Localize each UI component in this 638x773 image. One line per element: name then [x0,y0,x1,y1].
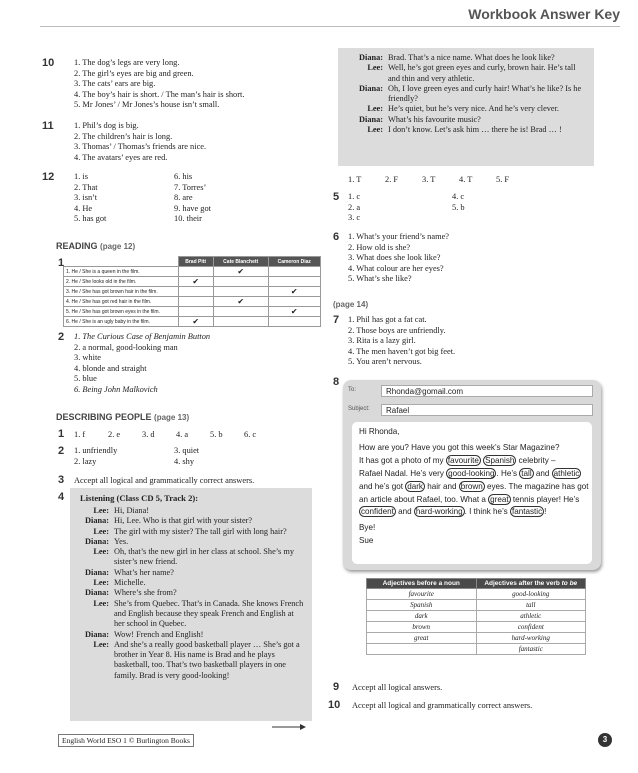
reading-1-table [63,256,321,327]
email-body[interactable] [352,422,592,564]
page-header-title: Workbook Answer Key [468,6,620,22]
exercise-6-number: 6 [333,231,340,243]
exercise-9-text: Accept all logical answers. [352,683,443,692]
table-row [64,297,321,307]
table-cell: 6. He / She is an ugly baby in the film. [64,317,179,327]
describing-4-number: 4 [58,491,65,503]
exercise-12-col1 [74,172,174,225]
line-text: I don’t know. Let’s ask him … there he is! Brad … ! [388,125,562,135]
table-header-blank [64,257,179,267]
circled-adjective: dark [407,481,423,491]
table-row [64,317,321,327]
speaker: Diana: [359,114,383,124]
exercise-7-number: 7 [333,314,340,326]
page-14-ref [333,299,368,309]
line-text: Brad. That’s a nice name. What does he look like? [388,53,555,62]
table-header [476,579,586,589]
exercise-5-col1 [348,192,452,224]
answer: 2. e [108,430,121,439]
text: an article about Rafael, too. What a [359,494,489,504]
table-cell: 2. He / She looks old in the film. [64,277,179,287]
answer: 3. T [422,175,436,184]
adjectives-table [366,578,586,655]
line-text: What’s her name? [114,567,174,577]
text: tennis player! He’s [510,494,580,504]
table-cell: brown [367,622,477,633]
speaker: Lee: [93,639,109,649]
describing-3-text: Accept all logical and grammatically correct answers. [74,476,255,485]
describing-1-answers [74,430,278,439]
list-item: 2. How old is she? [348,242,411,252]
reading-2-list [74,332,210,396]
table-cell: athletic [476,611,586,622]
table-cell: hard-working [476,633,586,644]
dialogue-line [338,84,588,105]
line-text: He’s quiet, but he’s very nice. And he’s very clever. [388,104,559,114]
describing-3-number: 3 [58,474,65,486]
table-header: Cameron Diaz [268,257,320,267]
tick-mark: ✔ [178,317,213,327]
circled-adjective: favourite [447,455,479,465]
list-item: 2. The children’s hair is long. [74,131,173,141]
table-cell: good-looking [476,589,586,600]
line-text: Oh, that’s the new girl in her class at school. She’s my sister’s new friend. [114,547,294,567]
table-cell: 1. He / She is a queen in the film. [64,267,179,277]
table-cell: 4. He / She has got red hair in the film. [64,297,179,307]
dialogue-line [70,506,306,516]
list-item: 1. is [74,172,88,181]
circled-adjective: hard-working [415,507,463,517]
answer: 1. T [348,175,362,184]
dialogue-line [338,53,588,63]
exercise-10b-number: 10 [328,699,341,711]
list-item: 5. b [452,202,465,212]
table-header: Adjectives before a noun [367,579,477,589]
speaker: Lee: [93,547,109,557]
list-item: 3. Rita is a lazy girl. [348,336,416,346]
exercise-9-number: 9 [333,681,340,693]
tick-mark [178,287,213,297]
list-item: 8. are [174,193,193,203]
answer: 4. T [459,175,473,184]
describing-heading [56,412,189,422]
exercise-5-answers [348,192,465,224]
table-cell [367,644,477,655]
list-item: 1. unfriendly [74,446,118,455]
text: . I think he’s [464,507,510,517]
table-row [367,633,586,644]
to-label: To: [348,387,357,393]
speaker: Lee: [367,63,383,73]
exercise-11-list [74,121,206,163]
exercise-12-answers [74,172,211,225]
list-item: 1. Phil’s dog is big. [74,121,139,130]
list-item: 3. The cats’ ears are big. [74,79,156,89]
list-item: 2. lazy [74,456,97,466]
tick-mark [268,317,320,327]
speaker: Diana: [85,588,109,598]
exercise-12-col2 [174,172,211,225]
circled-adjective: good-looking [448,468,495,478]
line-text: And she’s a really good basketball player … She’s got a brother in Year 8. His name is Brad and he plays basketball, too. That’s two basketball players in one family. Brad is very good-looking! [114,639,300,680]
list-item: 1. What’s your friend’s name? [348,232,450,241]
list-item: 2. Those boys are unfriendly. [348,325,446,335]
speaker: Lee: [367,125,383,135]
footer-credit: English World ESO 1 © Burlington Books [58,734,194,747]
list-item: 10. their [174,214,202,224]
line-text: Where’s she from? [114,588,177,598]
table-cell: fantastic [476,644,586,655]
describing-2-col1 [74,446,174,467]
table-cell: favourite [367,589,477,600]
table-cell: 3. He / She has got brown hair in the film. [64,287,179,297]
speaker: Diana: [85,629,109,639]
list-item: 9. have got [174,203,211,213]
tick-mark: ✔ [213,267,268,277]
tick-mark: ✔ [268,287,320,297]
answer: 4. a [176,430,189,439]
list-item: 1. c [348,192,361,201]
list-item: 3. c [348,213,361,223]
speaker: Diana: [85,536,109,546]
list-item: 4. The avatars’ eyes are red. [74,152,168,162]
describing-2-col2 [174,446,199,467]
answer: 1. f [74,430,86,439]
text: eyes. The magazine has got [484,481,589,491]
list-item: 1. Phil has got a fat cat. [348,315,427,324]
subject-field[interactable]: Rafael [381,404,593,416]
list-item: 4. The boy’s hair is short. / The man’s hair is short. [74,89,245,99]
page-number: 3 [598,733,612,747]
exercise-11-number: 11 [42,120,54,132]
header-text: Adjectives after the verb [484,580,560,587]
speaker: Lee: [93,598,109,608]
answer: 2. F [385,175,399,184]
tick-mark [213,317,268,327]
table-row [64,307,321,317]
text: and he’s got [359,481,406,491]
list-item: 4. blonde and straight [74,363,147,373]
text: and [533,468,552,478]
speaker: Diana: [85,516,109,526]
reading-page-ref: (page 12) [100,242,136,251]
answer: 6. c [244,430,257,439]
dialogue-line [70,537,306,547]
speaker: Diana: [359,53,383,62]
list-item: 2. a [348,202,361,212]
speaker: Lee: [367,104,383,114]
table-cell: 5. He / She has got brown eyes in the film. [64,307,179,317]
describing-1-number: 1 [58,428,65,440]
dialogue-line [338,125,588,135]
email-line [359,455,592,468]
dialogue-line [338,104,588,114]
list-item [74,385,210,396]
list-item: 5. blue [74,374,97,384]
list-item: 7. Torres’ [174,182,207,192]
circled-adjective: tall [521,468,532,478]
line-text: Oh, I love green eyes and curly hair! What’s he like? Is he friendly? [388,83,582,104]
reading-1-number: 1 [58,257,65,269]
list-item: 2. a normal, good-looking man [74,342,178,352]
email-line [359,468,592,481]
list-item: 3. Thomas’ / Thomas’s friends are nice. [74,142,207,152]
exercise-5-number: 5 [333,191,340,203]
header-rule [40,26,620,27]
speaker: Diana: [85,567,109,577]
reading-title: READING [56,241,98,251]
tick-mark [268,297,320,307]
header-text-italic: to be [561,580,578,587]
list-item: 1. The dog’s legs are very long. [74,58,180,67]
listening-title: Listening (Class CD 5, Track 2): [80,493,199,503]
dialogue-line [338,115,588,125]
table-cell: great [367,633,477,644]
to-field[interactable]: Rhonda@gomail.com [381,385,593,397]
exercise-6-list [348,232,449,285]
answer: 5. b [210,430,223,439]
dialogue-continued [338,48,594,135]
list-item: 2. That [74,182,98,192]
exercise-10b-text: Accept all logical and grammatically correct answers. [352,701,533,710]
email-signoff: Bye! [359,523,376,533]
dialogue-continued-box [338,48,594,166]
list-item: 5. What’s she like? [348,274,412,284]
text: . He’s [496,468,520,478]
table-cell: dark [367,611,477,622]
tick-mark: ✔ [178,277,213,287]
circled-adjective: fantastic [511,507,543,517]
dialogue-line [70,527,306,537]
speaker: Lee: [93,578,109,588]
table-header-row [64,257,321,267]
exercise-5-col2 [452,192,465,224]
tick-mark [178,297,213,307]
text: Rafael Nadal. He’s very [359,468,447,478]
tick-mark [213,307,268,317]
list-item: 4. shy [174,456,195,466]
speaker: Lee: [93,526,109,536]
email-line [359,481,592,494]
table-header: Cate Blanchett [213,257,268,267]
email-line [359,494,592,507]
table-row [367,589,586,600]
list-item: 3. isn’t [74,193,98,203]
answer: 3. d [142,430,155,439]
table-row [64,277,321,287]
listening-box [70,488,312,721]
line-text: Well, he’s got green eyes and curly, brown hair. He’s tall and thin and very athletic. [388,63,576,83]
describing-2-answers [74,446,199,467]
list-item: 5. has got [74,214,107,224]
table-cell: confident [476,622,586,633]
table-row [64,267,321,277]
line-text: What’s his favourite music? [388,114,481,124]
email-greeting: Hi Rhonda, [359,427,400,436]
exercise-7-list [348,315,455,368]
subject-label: Subject: [348,406,370,412]
table-row [367,600,586,611]
list-item [74,332,210,343]
reading-2-number: 2 [58,331,65,343]
tick-mark [268,277,320,287]
table-cell: tall [476,600,586,611]
describing-2-number: 2 [58,445,65,457]
text: ! [544,507,547,517]
circled-adjective: athletic [553,468,580,478]
exercise-10-list [74,58,244,111]
speaker: Lee: [93,506,109,515]
list-item: 4. c [452,192,465,201]
dialogue-line [70,516,306,526]
table-row [367,611,586,622]
answer: 5. F [496,175,510,184]
tick-mark [178,267,213,277]
dialogue-line [70,599,306,630]
list-item: 5. You aren’t nervous. [348,357,422,367]
line-text: Yes. [114,536,129,546]
line-text: She’s from Quebec. That’s in Canada. She knows French and English because they speak French and English at her school in Quebec. [114,598,304,629]
table-row [64,287,321,297]
page-ref-text: (page 14) [333,300,369,309]
list-item: 2. The girl’s eyes are big and green. [74,68,194,78]
circled-adjective: brown [460,481,483,491]
text: hair and [424,481,459,491]
line-text: Michelle. [114,578,146,588]
line-text: Hi, Diana! [114,506,150,515]
reading-heading [56,241,135,251]
list-item: 3. What does she look like? [348,253,441,263]
list-item: 5. Mr Jones’ / Mr Jones’s house isn’t small. [74,100,220,110]
table-header: Brad Pitt [178,257,213,267]
true-false-answers [348,175,533,184]
describing-title: DESCRIBING PEOPLE [56,412,152,422]
email-window [343,380,601,570]
table-header-row [367,579,586,589]
tick-mark: ✔ [268,307,320,317]
email-line [359,506,592,519]
table-cell: Spanish [367,600,477,611]
film-title: 6. Being John Malkovich [74,384,158,394]
email-signature: Sue [359,536,374,546]
describing-page-ref: (page 13) [154,413,190,422]
list-item: 4. What colour are her eyes? [348,263,444,273]
exercise-12-number: 12 [42,171,55,183]
tick-mark [178,307,213,317]
exercise-8-number: 8 [333,376,340,388]
tick-mark: ✔ [213,297,268,307]
list-item: 3. white [74,353,101,363]
email-line: How are you? Have you got this week’s Star Magazine? [359,442,560,452]
text: and [395,507,414,517]
table-row [367,622,586,633]
tick-mark [213,287,268,297]
listening-dialogue [70,503,312,681]
dialogue-line [70,640,306,681]
dialogue-line [70,568,306,578]
line-text: The girl with my sister? The tall girl with long hair? [114,526,287,536]
text: It has got a photo of my [359,455,446,465]
tick-mark [268,267,320,277]
dialogue-line [70,588,306,598]
text: celebrity – [516,455,556,465]
list-item: 4. The men haven’t got big feet. [348,346,456,356]
list-item: 6. his [174,172,193,181]
dialogue-line [70,630,306,640]
dialogue-line [70,547,306,568]
circled-adjective: confident [361,507,394,517]
exercise-10-number: 10 [42,57,55,69]
tick-mark [213,277,268,287]
list-item: 3. quiet [174,446,200,455]
table-row [367,644,586,655]
film-title: 1. The Curious Case of Benjamin Button [74,332,211,341]
dialogue-line [70,578,306,588]
line-text: Wow! French and English! [114,629,204,639]
line-text: Hi, Lee. Who is that girl with your sister? [114,516,253,526]
continue-arrow-icon [272,723,306,731]
speaker: Diana: [359,83,383,93]
circled-adjective: great [490,494,509,504]
dialogue-line [338,63,588,84]
circled-adjective: Spanish [485,455,515,465]
list-item: 4. He [74,203,93,213]
